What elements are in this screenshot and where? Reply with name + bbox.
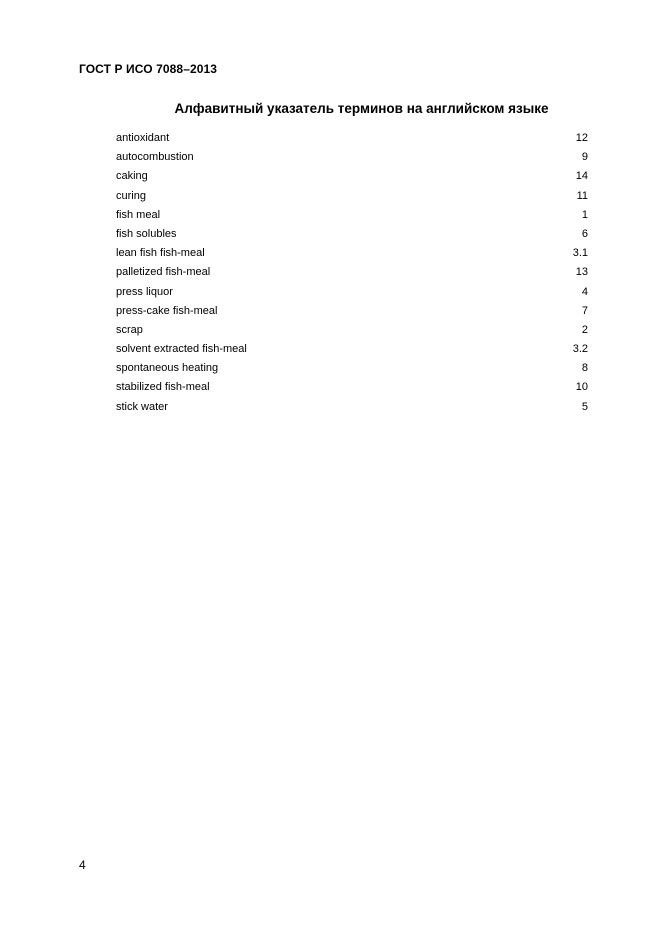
- index-term: fish solubles: [116, 227, 177, 240]
- index-entry: [116, 187, 590, 206]
- index-term: lean fish fish-meal: [116, 247, 205, 260]
- index-term: spontaneous heating: [116, 362, 219, 375]
- index-term-number: 8: [581, 362, 588, 375]
- index-entry: [116, 148, 590, 167]
- index-entry: [116, 321, 590, 340]
- index-term: stabilized fish-meal: [116, 381, 210, 394]
- index-entry: [116, 244, 590, 263]
- index-entry: [116, 263, 590, 282]
- index-term: stick water: [116, 400, 168, 413]
- index-term-number: 5: [581, 400, 588, 413]
- index-term-number: 6: [581, 227, 588, 240]
- index-term: palletized fish-meal: [116, 266, 211, 279]
- index-entry: [116, 340, 590, 359]
- index-entry: [116, 225, 590, 244]
- index-term-number: 4: [581, 285, 588, 298]
- index-term: fish meal: [116, 208, 161, 221]
- index-term-number: 3.2: [572, 343, 588, 356]
- index-entry: [116, 302, 590, 321]
- document-code: ГОСТ Р ИСО 7088–2013: [79, 62, 218, 76]
- page-number: 4: [79, 858, 86, 872]
- index-term: scrap: [116, 323, 143, 336]
- index-term-number: 11: [576, 189, 588, 202]
- index-entry: [116, 129, 590, 148]
- index-term-number: 3.1: [572, 247, 588, 260]
- index-term: autocombustion: [116, 151, 194, 164]
- index-entry: [116, 378, 590, 397]
- index-entry: [116, 206, 590, 225]
- index-term: antioxidant: [116, 132, 170, 144]
- term-index-list: [116, 129, 590, 417]
- index-term: press liquor: [116, 285, 173, 298]
- index-entry: [116, 283, 590, 302]
- index-term-number: 13: [575, 266, 588, 279]
- index-term-number: 7: [581, 304, 588, 317]
- index-term-number: 14: [575, 170, 588, 183]
- index-entry: [116, 359, 590, 378]
- index-term: curing: [116, 189, 146, 202]
- index-term-number: 10: [575, 381, 588, 394]
- index-title: Алфавитный указатель терминов на английском языке: [174, 101, 549, 116]
- index-entry: [116, 167, 590, 186]
- index-term: caking: [116, 170, 148, 183]
- index-term: press-cake fish-meal: [116, 304, 218, 317]
- index-term-number: 12: [575, 132, 588, 144]
- index-term-number: 9: [581, 151, 588, 164]
- index-term-number: 2: [581, 323, 588, 336]
- index-term: solvent extracted fish-meal: [116, 343, 247, 356]
- index-entry: [116, 398, 590, 417]
- index-term-number: 1: [581, 208, 588, 221]
